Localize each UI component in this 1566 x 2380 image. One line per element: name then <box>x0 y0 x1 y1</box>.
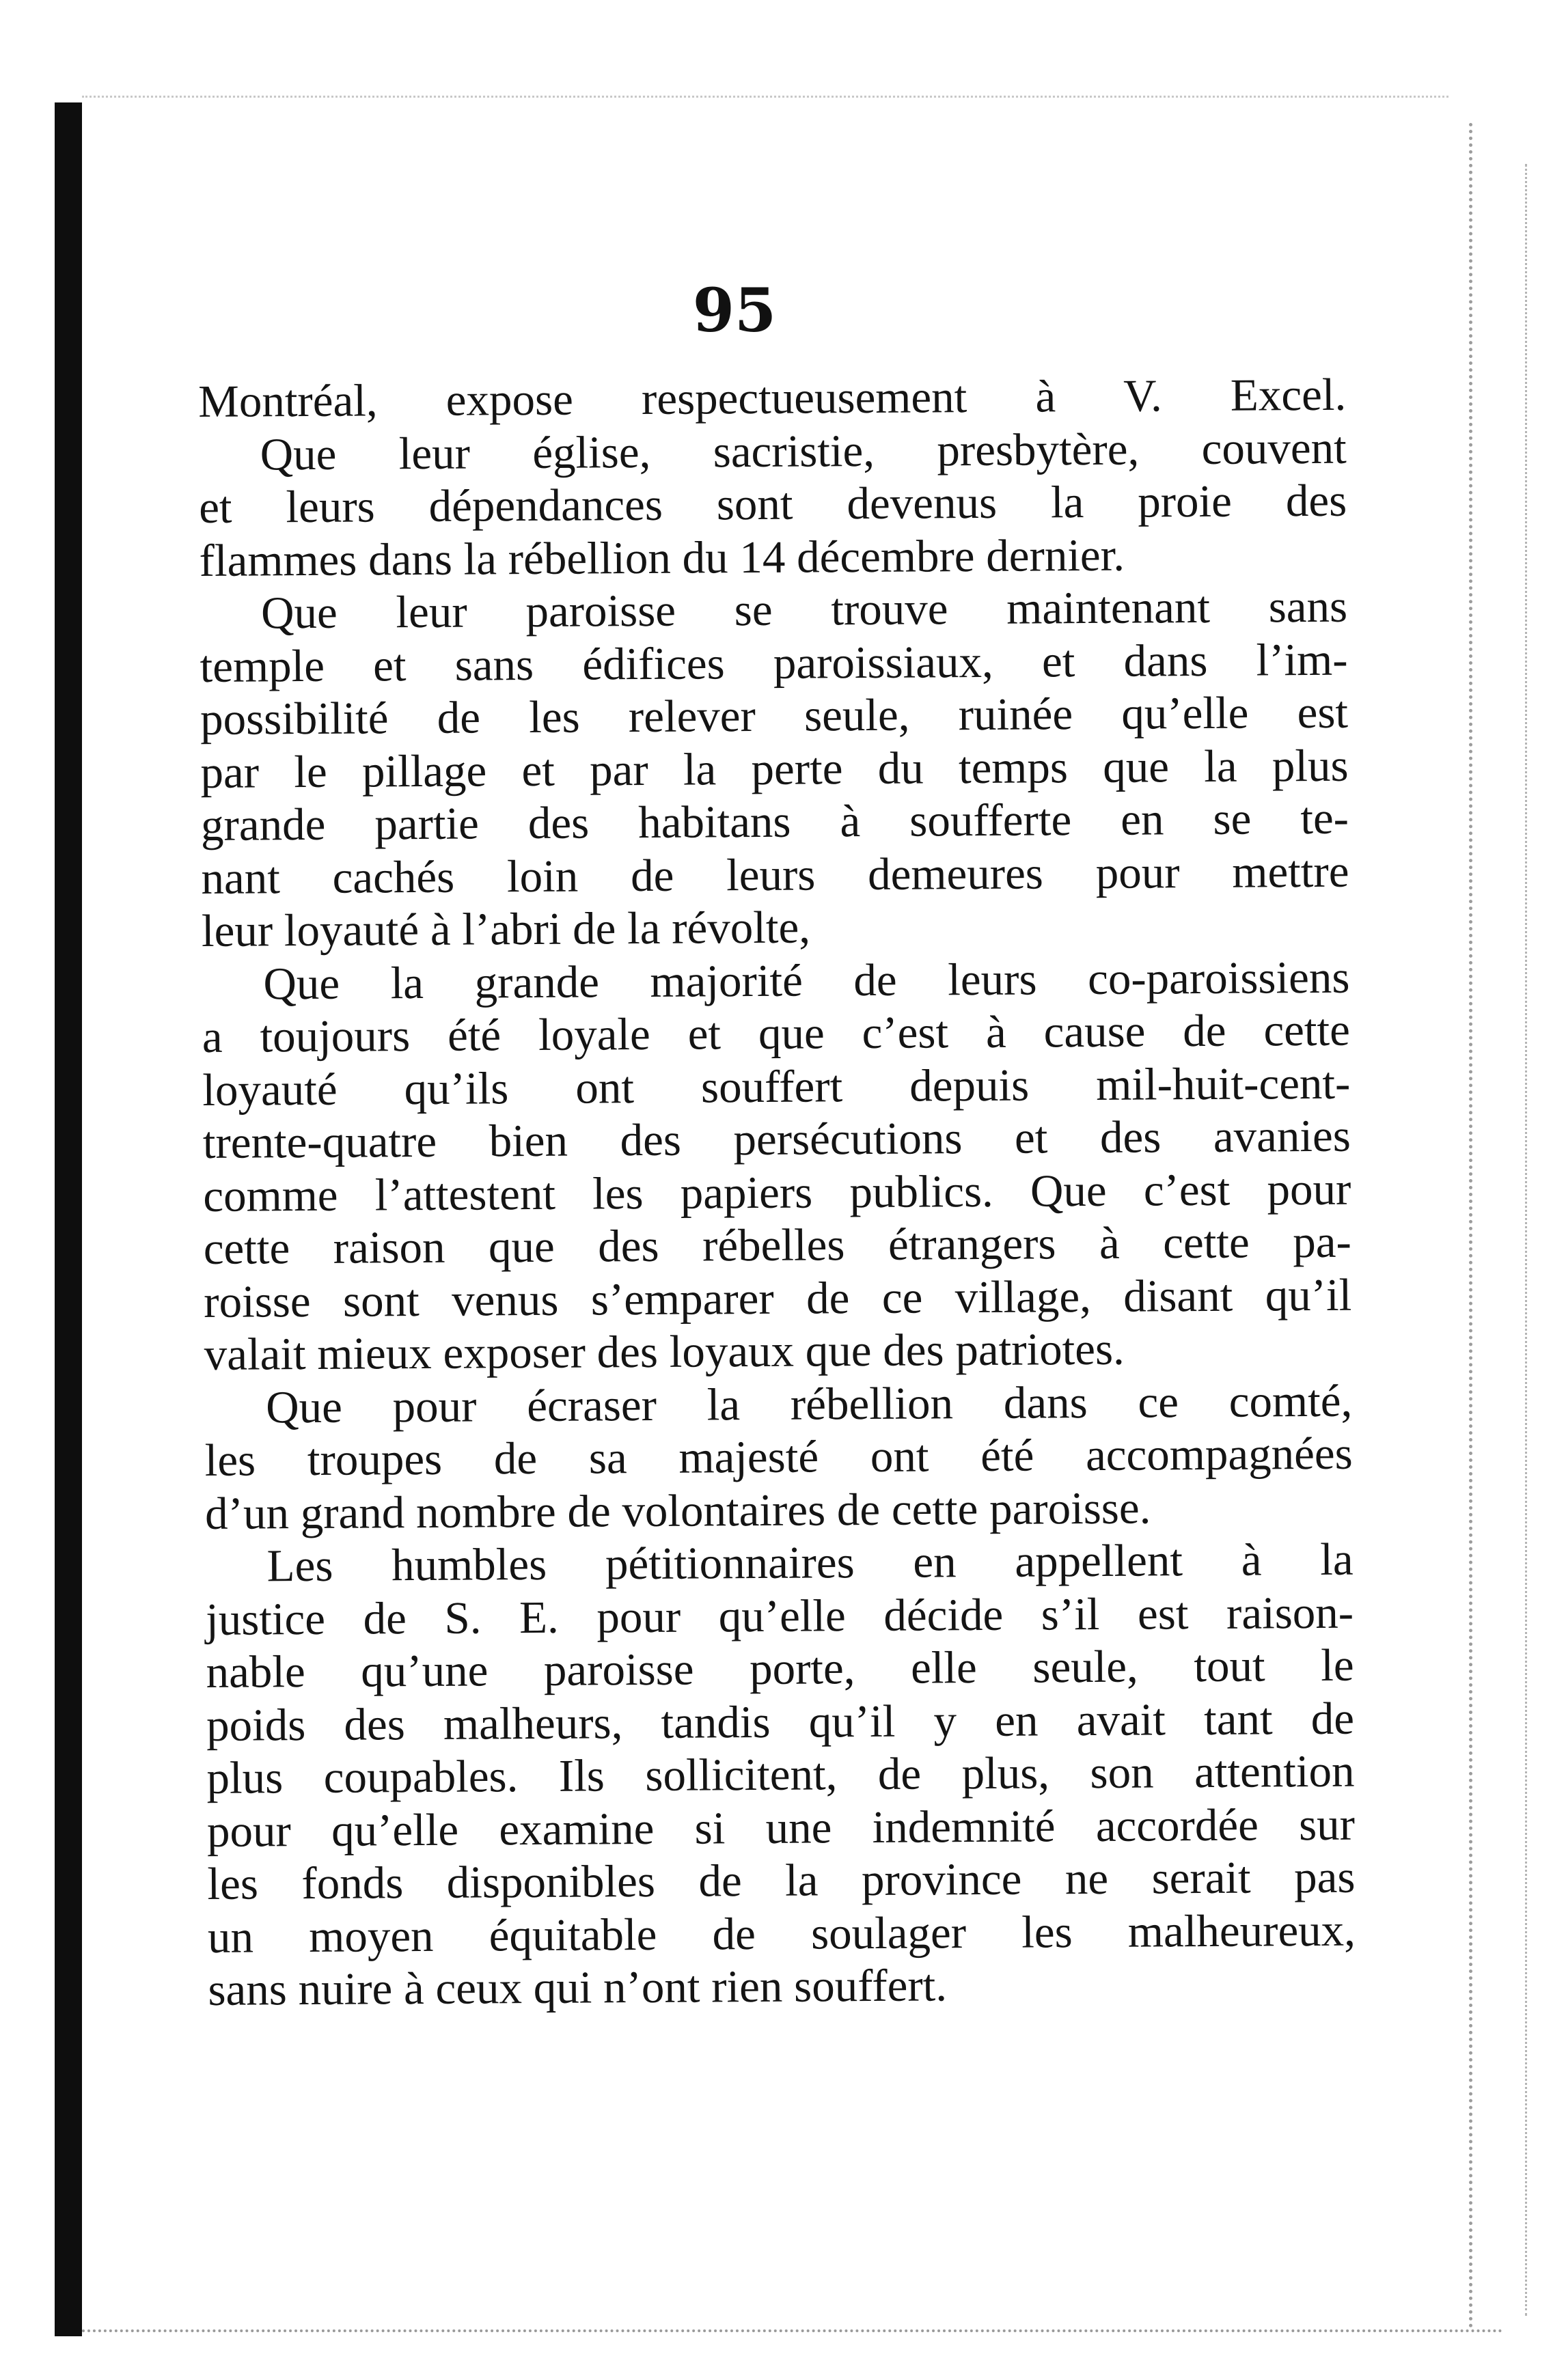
text-line: possibilité de les relever seule, ruinée qu’elle est <box>200 687 1349 745</box>
text-line: a toujours été loyale et que c’est à cause de cette <box>202 1004 1351 1062</box>
text-line: et leurs dépendances sont devenus la proie des <box>198 475 1347 533</box>
text-line: flammes dans la rébellion du 14 décembre dernier. <box>199 529 1125 586</box>
text-line: d’un grand nombre de volontaires de cette paroisse. <box>204 1482 1151 1539</box>
text-line: Que la grande majorité de leurs co-paroissiens <box>263 952 1350 1009</box>
text-line: les troupes de sa majesté ont été accompagnées <box>204 1428 1353 1486</box>
text-line: Les humbles pétitionnaires en appellent à la <box>266 1534 1354 1592</box>
text-line: nable qu’une paroisse porte, elle seule, tout le <box>206 1639 1354 1698</box>
text-line: valait mieux exposer des loyaux que des patriotes. <box>204 1323 1125 1380</box>
text-line: leur loyauté à l’abri de la révolte, <box>201 902 811 956</box>
text-line: poids des malheurs, tandis qu’il y en avait tant de <box>206 1693 1355 1751</box>
text-line: un moyen équitable de soulager les malheureux, <box>207 1905 1356 1963</box>
text-line: plus coupables. Ils sollicitent, de plus, son attention <box>206 1745 1355 1803</box>
text-line: loyauté qu’ils ont souffert depuis mil-huit-cent- <box>202 1057 1351 1116</box>
text-line: Montréal, expose respectueusement à V. Excel. <box>198 369 1347 427</box>
text-line: roisse sont venus s’emparer de ce village, disant qu’il <box>204 1269 1352 1327</box>
text-line: sans nuire à ceux qui n’ont rien souffert. <box>208 1960 948 2015</box>
book-spine-shadow <box>55 102 82 2336</box>
text-line: par le pillage et par la perte du temps que la plus <box>200 740 1349 798</box>
text-line: pour qu’elle examine si une indemnité accordée sur <box>206 1799 1356 1857</box>
text-line: nant cachés loin de leurs demeures pour mettre <box>201 846 1349 904</box>
page-top-edge <box>82 96 1448 98</box>
text-line: grande partie des habitans à soufferte en se te- <box>200 792 1349 850</box>
text-line: cette raison que des rébelles étrangers à cette pa- <box>203 1216 1352 1274</box>
text-line: Que leur paroisse se trouve maintenant sans <box>260 581 1348 639</box>
text-line: temple et sans édifices paroissiaux, et dans l’im- <box>200 634 1348 692</box>
text-line: Que pour écraser la rébellion dans ce comté, <box>265 1375 1353 1433</box>
text-line: trente-quatre bien des persécutions et des avanies <box>202 1110 1351 1168</box>
page-bottom-edge <box>82 2329 1503 2332</box>
text-line: Que leur église, sacristie, presbytère, couvent <box>260 422 1347 480</box>
text-line: justice de S. E. pour qu’elle décide s’il est raison- <box>205 1587 1354 1645</box>
page-number: 95 <box>692 275 777 346</box>
page-right-edge <box>1469 123 1472 2329</box>
text-line: comme l’attestent les papiers publics. Que c’est pour <box>203 1163 1351 1221</box>
body-text <box>198 369 1356 2017</box>
text-line: les fonds disponibles de la province ne serait pas <box>207 1851 1356 1909</box>
page-outer-edge <box>1525 164 1527 2316</box>
